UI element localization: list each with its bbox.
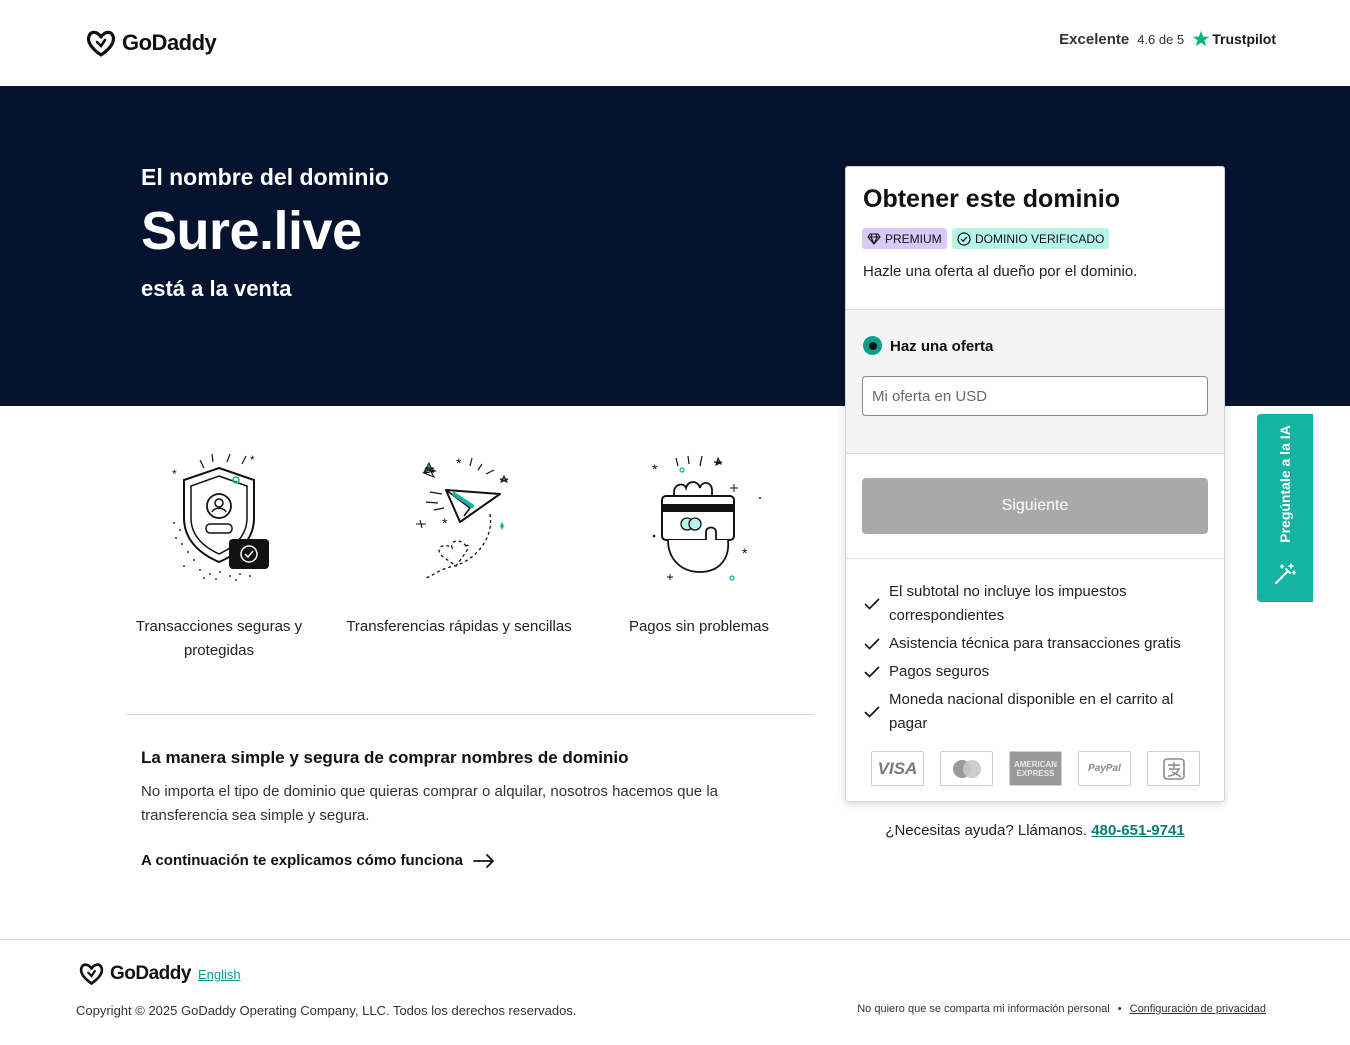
feature-fast [339,448,579,639]
footer-logo-wordmark: GoDaddy [110,962,191,984]
privacy-optout-link[interactable]: No quiero que se comparta mi información personal [857,1003,1110,1015]
shield-user-icon [154,448,284,583]
how-title: La manera simple y segura de comprar nombres de dominio [141,748,629,767]
feature-secure-label: Transacciones seguras y protegidas [135,618,303,659]
offer-radio[interactable] [863,336,882,355]
feature-payments [579,448,819,639]
premium-badge [862,228,947,249]
offer-section [846,309,1224,454]
alipay-logo [1147,751,1200,786]
feature-fast-label: Transferencias rápidas y sencillas [346,618,572,635]
how-it-works-link[interactable] [141,852,495,869]
rating-word: Excelente [1059,30,1130,48]
copyright-text: Copyright © 2025 GoDaddy Operating Company, LLC. Todos los derechos reservados. [76,1003,577,1018]
help-text: ¿Necesitas ayuda? Llámanos. [885,822,1088,839]
hero-pre-title: El nombre del dominio [141,164,389,190]
hero-domain-name: Sure.live [141,201,362,261]
radio-dot [869,342,877,350]
how-description: No importa el tipo de dominio que quieras comprar o alquilar, nosotros hacemos que la transferencia sea simple y segura. [141,783,718,824]
svg-text:*: * [250,453,255,467]
godaddy-mark-icon [85,28,117,58]
svg-text:*: * [442,515,448,531]
next-button[interactable]: Siguiente [862,478,1208,534]
card-title: Obtener este dominio [863,185,1120,213]
offer-input[interactable] [862,376,1208,416]
footer-godaddy-logo[interactable] [78,961,191,986]
amex-logo: AMERICAN EXPRESS [1009,751,1062,786]
trustpilot-label: Trustpilot [1212,31,1276,47]
check-icon [864,598,880,610]
check-icon [864,666,880,678]
svg-text:*: * [652,461,658,477]
payment-methods [871,751,1200,786]
feature-secure [99,448,339,663]
privacy-links [857,1003,1266,1015]
benefits-list [864,580,1209,740]
verified-badge-label: DOMINIO VERIFICADO [975,231,1105,246]
help-line [845,822,1225,839]
benefit-text: El subtotal no incluye los impuestos correspondientes [889,583,1127,624]
offer-label: Haz una oferta [890,338,994,355]
bullet-separator: • [1117,1003,1122,1015]
hero-post-title: está a la venta [141,276,292,301]
benefit-item [864,688,1209,736]
privacy-settings-link[interactable]: Configuración de privacidad [1129,1003,1266,1015]
alipay-icon [1162,757,1186,781]
benefit-item [864,660,1209,684]
section-divider [126,714,814,715]
verified-badge [952,228,1109,249]
card-subtitle: Hazle una oferta al dueño por el dominio. [863,263,1138,280]
paypal-logo: PayPal [1078,751,1131,786]
rating-score: 4.6 de 5 [1137,31,1185,47]
language-link[interactable]: English [198,967,241,982]
visa-logo: VISA [871,751,924,786]
mastercard-logo [940,751,993,786]
check-circle-icon [957,232,971,246]
feature-payments-label: Pagos sin problemas [628,618,770,635]
trustpilot-brand [1192,30,1276,48]
mastercard-icon [950,758,984,780]
trustpilot-star-icon [1192,30,1210,48]
logo-wordmark: GoDaddy [122,30,217,55]
svg-text:*: * [172,467,177,481]
card-divider [846,558,1224,559]
offer-card [845,166,1225,802]
godaddy-mark-icon [78,961,105,986]
godaddy-logo[interactable] [85,28,216,58]
svg-text:*: * [742,545,748,561]
diamond-icon [867,233,881,245]
benefit-text: Moneda nacional disponible en el carrito al pagar [889,691,1174,732]
check-icon [864,638,880,650]
ask-ai-tab[interactable] [1257,414,1313,602]
paper-plane-icon [394,448,524,583]
help-phone-link[interactable]: 480-651-9741 [1091,822,1185,839]
check-icon [864,706,880,718]
svg-text:*: * [456,455,462,471]
benefit-text: Pagos seguros [889,663,990,680]
magic-wand-icon [1273,562,1297,586]
benefit-item [864,632,1209,656]
card-payment-icon [634,448,764,583]
trustpilot-rating[interactable] [1059,30,1276,48]
site-header [0,0,1350,86]
arrow-right-icon [473,854,495,868]
how-it-works-label: A continuación te explicamos cómo funciona [141,852,463,869]
site-footer [0,939,1350,1045]
benefit-text: Asistencia técnica para transacciones gratis [889,635,1181,652]
premium-badge-label: PREMIUM [885,231,942,246]
ask-ai-label: Pregúntale a la IA [1277,425,1293,543]
benefit-item [864,580,1209,628]
